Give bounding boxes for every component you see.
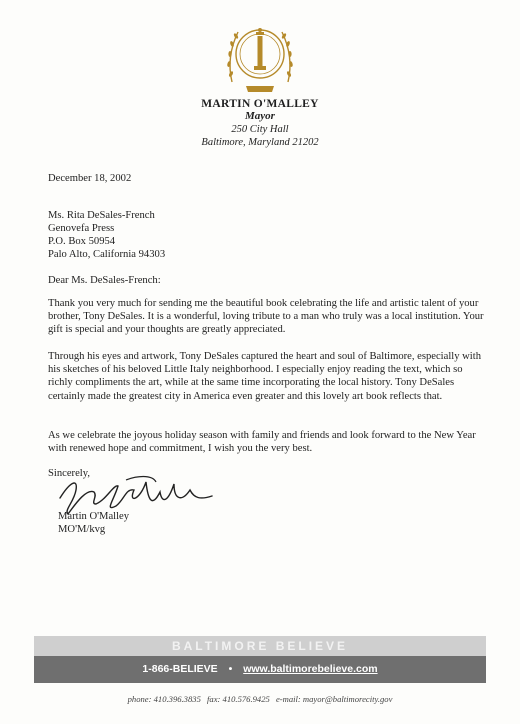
banner-website-link[interactable]: www.baltimorebelieve.com — [243, 663, 378, 675]
paragraph-2: Through his eyes and artwork, Tony DeSales captured the heart and soul of Baltimore, especially with his sketches of his beloved Little Italy neighborhood. I especially enjoy reading the text, which so richly compliments the art, while at the same time incorporating the local history. Tony DeSales certainly made the greatest city in America even greater and this lovely art book reflects that. — [48, 351, 481, 402]
mayor-name: MARTIN O'MALLEY — [201, 98, 319, 110]
recipient-address — [48, 209, 488, 261]
paragraph-3: As we celebrate the joyous holiday season with family and friends and look forward to the New Year with renewed hope and commitment, I wish you the very best. — [48, 430, 476, 455]
recipient-po-box: P.O. Box 50954 — [48, 236, 116, 247]
letter-date: December 18, 2002 — [48, 173, 132, 184]
typist-initials: MO'M/kvg — [58, 524, 106, 535]
slogan-banner — [34, 636, 486, 683]
footer-fax: fax: 410.576.9425 — [207, 694, 270, 704]
footer-phone: phone: 410.396.3835 — [127, 694, 201, 704]
mayor-title: Mayor — [245, 110, 275, 122]
recipient-city: Palo Alto, California 94303 — [48, 249, 166, 260]
office-address-line1: 250 City Hall — [231, 124, 289, 135]
contact-footer — [0, 694, 520, 704]
banner-phone: 1-866-BELIEVE — [142, 663, 218, 675]
city-seal-logo — [220, 12, 300, 102]
recipient-name: Ms. Rita DeSales-French — [48, 210, 155, 221]
slogan-text: BALTIMORE BELIEVE — [34, 636, 486, 656]
office-address-line2: Baltimore, Maryland 21202 — [201, 137, 319, 148]
paragraph-1: Thank you very much for sending me the beautiful book celebrating the life and artistic talent of your brother, Tony DeSales. It is a wonderful, loving tribute to a man who truly was a local institution. Your gift is special and your thoughts are greatly appreciated. — [48, 298, 484, 336]
footer-email: e-mail: mayor@baltimorecity.gov — [275, 694, 393, 704]
closing: Sincerely, — [48, 468, 90, 479]
bullet-separator: • — [228, 663, 233, 675]
signature-block — [58, 510, 129, 536]
recipient-company: Genovefa Press — [48, 223, 115, 234]
signer-name: Martin O'Malley — [58, 511, 130, 522]
banner-contact — [34, 656, 486, 683]
salutation: Dear Ms. DeSales-French: — [48, 275, 161, 286]
letterhead — [0, 98, 520, 149]
